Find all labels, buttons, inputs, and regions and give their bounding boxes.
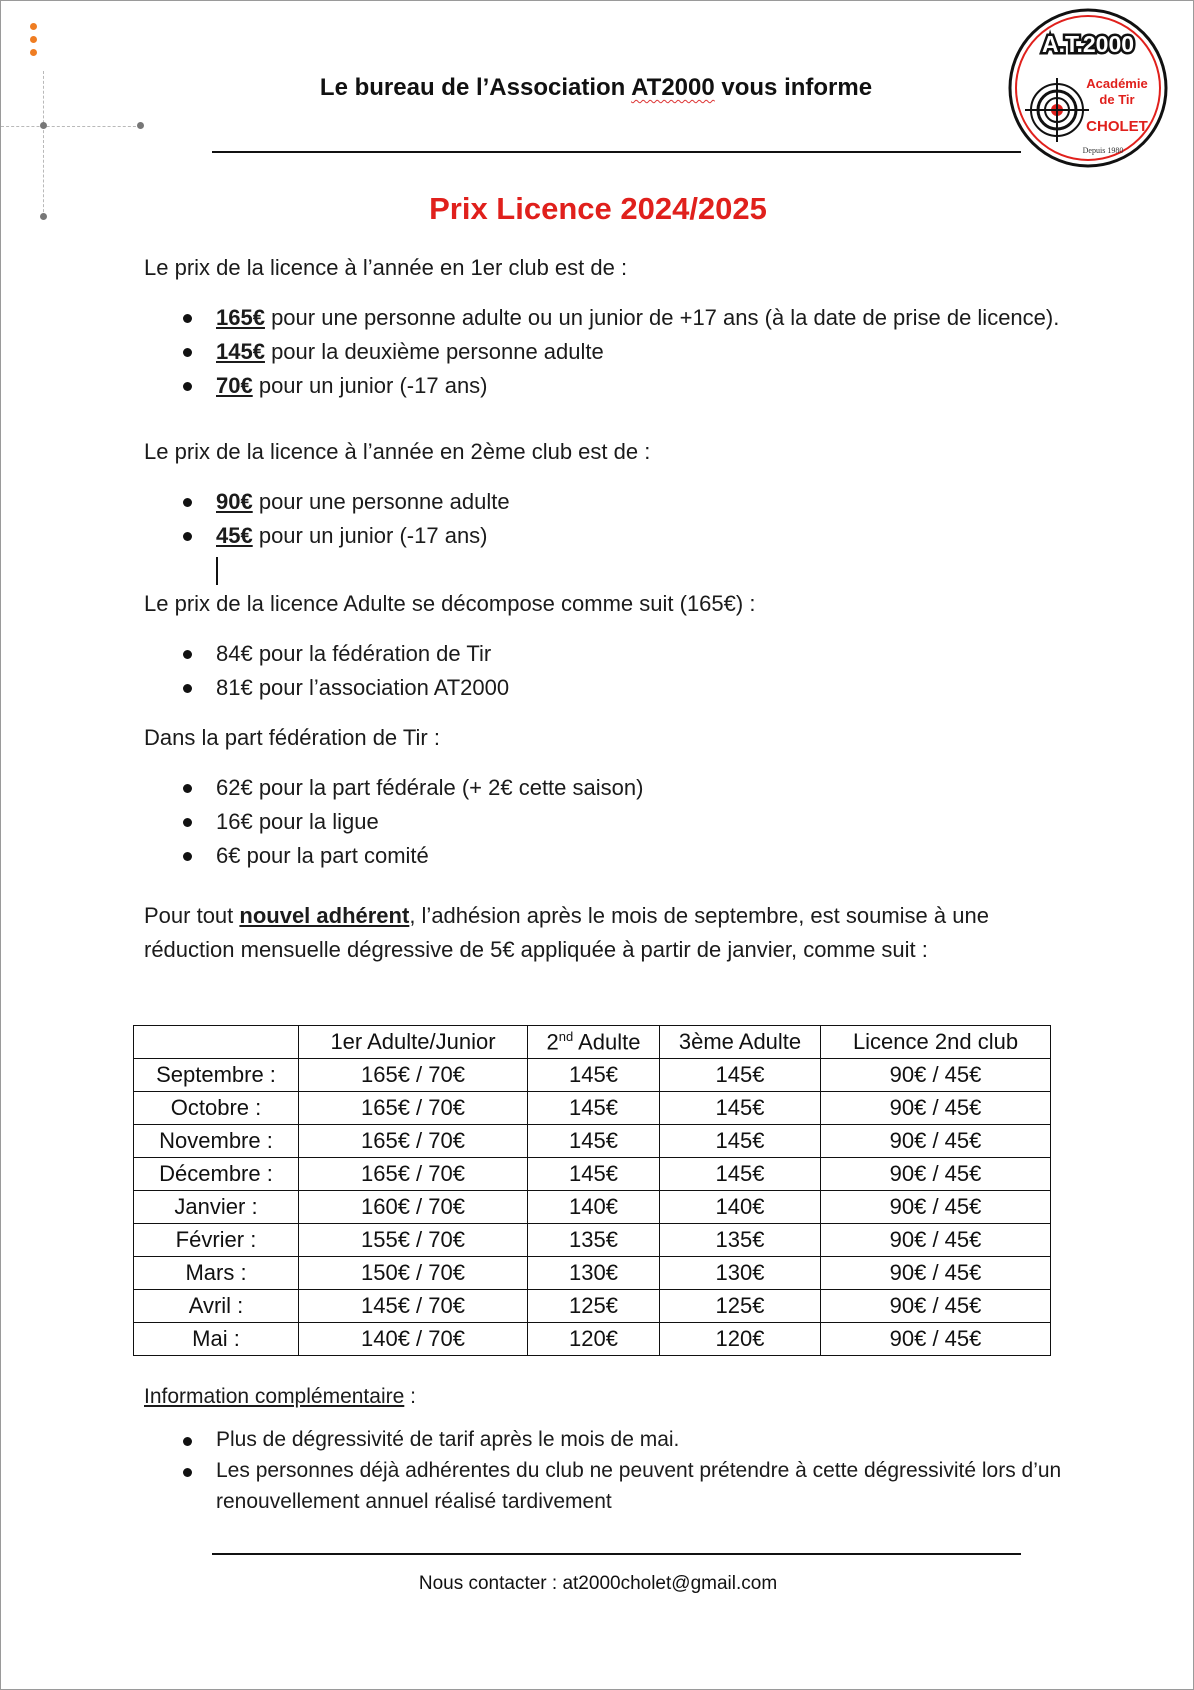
price-cell: 150€ / 70€ [299, 1257, 528, 1290]
price-cell: 160€ / 70€ [299, 1191, 528, 1224]
price-cell: 140€ / 70€ [299, 1323, 528, 1356]
list-item: 165€ pour une personne adulte ou un junior de +17 ans (à la date de prise de licence). [144, 301, 1064, 335]
text-cursor [216, 557, 218, 585]
table-row [134, 1059, 1051, 1092]
list-item: 16€ pour la ligue [144, 805, 1064, 839]
price-cell: 145€ [660, 1158, 821, 1191]
price-cell: 120€ [660, 1323, 821, 1356]
price-cell: 90€ / 45€ [821, 1290, 1051, 1323]
price-cell: 90€ / 45€ [821, 1059, 1051, 1092]
list-item: 84€ pour la fédération de Tir [144, 637, 1064, 671]
price-cell: 120€ [528, 1323, 660, 1356]
svg-text:A.T.2000: A.T.2000 [1041, 31, 1135, 57]
price-cell: 125€ [660, 1290, 821, 1323]
club-logo [1007, 7, 1169, 169]
table-row [134, 1125, 1051, 1158]
breakdown-list [144, 637, 1064, 705]
month-cell: Février : [134, 1224, 299, 1257]
table-row [134, 1257, 1051, 1290]
price-cell: 145€ [660, 1059, 821, 1092]
price-cell: 90€ / 45€ [821, 1092, 1051, 1125]
table-header-cell: Licence 2nd club [821, 1026, 1051, 1059]
footer-contact: Nous contacter : at2000cholet@gmail.com [418, 1573, 778, 1594]
guide-dot [137, 122, 144, 129]
list-item: Les personnes déjà adhérentes du club ne peuvent prétendre à cette dégressivité lors d’un renouvellement annuel réalisé tardivement [144, 1455, 1064, 1517]
svg-text:de Tir: de Tir [1099, 92, 1135, 107]
second-club-list [144, 485, 1064, 553]
price-cell: 155€ / 70€ [299, 1224, 528, 1257]
list-item: 90€ pour une personne adulte [144, 485, 1064, 519]
federation-intro: Dans la part fédération de Tir : [144, 725, 440, 750]
month-cell: Janvier : [134, 1191, 299, 1224]
new-member-paragraph: Pour tout nouvel adhérent, l’adhésion après le mois de septembre, est soumise à une réduction mensuelle dégressive de 5€ appliquée à partir de janvier, comme suit : [144, 903, 989, 962]
month-cell: Mars : [134, 1257, 299, 1290]
first-club-list [144, 301, 1064, 403]
federation-list [144, 771, 1064, 873]
corner-dots [30, 23, 38, 62]
price-cell: 165€ / 70€ [299, 1059, 528, 1092]
document-title: Prix Licence 2024/2025 [429, 191, 767, 226]
price-cell: 145€ [660, 1125, 821, 1158]
price-cell: 140€ [528, 1191, 660, 1224]
margin-guide-horizontal [1, 126, 141, 127]
month-cell: Mai : [134, 1323, 299, 1356]
table-header-cell: 3ème Adulte [660, 1026, 821, 1059]
table-row [134, 1092, 1051, 1125]
price-cell: 90€ / 45€ [821, 1257, 1051, 1290]
spellcheck-word: AT2000 [631, 74, 715, 101]
list-item: 6€ pour la part comité [144, 839, 1064, 873]
price-cell: 135€ [660, 1224, 821, 1257]
month-cell: Décembre : [134, 1158, 299, 1191]
footer-rule [212, 1553, 1021, 1555]
price-cell: 145€ / 70€ [299, 1290, 528, 1323]
table-row [134, 1290, 1051, 1323]
price-cell: 90€ / 45€ [821, 1323, 1051, 1356]
price-cell: 135€ [528, 1224, 660, 1257]
price-cell: 145€ [660, 1092, 821, 1125]
price-table-body [134, 1059, 1051, 1356]
second-club-intro: Le prix de la licence à l’année en 2ème club est de : [144, 439, 651, 464]
price-cell: 145€ [528, 1125, 660, 1158]
document-body [144, 251, 1064, 967]
price-cell: 90€ / 45€ [821, 1158, 1051, 1191]
price-cell: 130€ [528, 1257, 660, 1290]
svg-text:Depuis 1980: Depuis 1980 [1082, 146, 1124, 155]
price-cell: 140€ [660, 1191, 821, 1224]
list-item: Plus de dégressivité de tarif après le mois de mai. [144, 1424, 1064, 1455]
list-item: 45€ pour un junior (-17 ans) [144, 519, 1064, 553]
price-cell: 145€ [528, 1059, 660, 1092]
table-header-cell [134, 1026, 299, 1059]
price-table [133, 1025, 1051, 1356]
svg-text:Académie: Académie [1086, 76, 1148, 91]
list-item: 81€ pour l’association AT2000 [144, 671, 1064, 705]
svg-text:CHOLET: CHOLET [1086, 118, 1148, 135]
table-header-cell: 1er Adulte/Junior [299, 1026, 528, 1059]
price-cell: 165€ / 70€ [299, 1092, 528, 1125]
empty-line [144, 553, 1064, 587]
table-header-row [134, 1026, 1051, 1059]
price-cell: 165€ / 70€ [299, 1125, 528, 1158]
price-cell: 125€ [528, 1290, 660, 1323]
guide-dot [40, 122, 47, 129]
month-cell: Avril : [134, 1290, 299, 1323]
table-header-cell: 2nd Adulte [528, 1026, 660, 1059]
price-cell: 130€ [660, 1257, 821, 1290]
month-cell: Novembre : [134, 1125, 299, 1158]
info-list [144, 1424, 1064, 1517]
header-title: Le bureau de l’Association AT2000 vous informe [319, 74, 873, 101]
month-cell: Septembre : [134, 1059, 299, 1092]
price-cell: 165€ / 70€ [299, 1158, 528, 1191]
price-cell: 90€ / 45€ [821, 1125, 1051, 1158]
list-item: 70€ pour un junior (-17 ans) [144, 369, 1064, 403]
month-cell: Octobre : [134, 1092, 299, 1125]
info-section [144, 1381, 1064, 1517]
list-item: 62€ pour la part fédérale (+ 2€ cette saison) [144, 771, 1064, 805]
breakdown-intro: Le prix de la licence Adulte se décompose comme suit (165€) : [144, 591, 756, 616]
table-row [134, 1191, 1051, 1224]
price-cell: 90€ / 45€ [821, 1191, 1051, 1224]
list-item: 145€ pour la deuxième personne adulte [144, 335, 1064, 369]
header-rule [212, 151, 1021, 153]
price-cell: 145€ [528, 1158, 660, 1191]
price-cell: 90€ / 45€ [821, 1224, 1051, 1257]
table-row [134, 1158, 1051, 1191]
first-club-intro: Le prix de la licence à l’année en 1er club est de : [144, 255, 628, 280]
price-cell: 145€ [528, 1092, 660, 1125]
new-member-emphasis: nouvel adhérent [239, 903, 410, 928]
table-row [134, 1323, 1051, 1356]
info-heading: Information complémentaire : [144, 1385, 416, 1408]
table-row [134, 1224, 1051, 1257]
